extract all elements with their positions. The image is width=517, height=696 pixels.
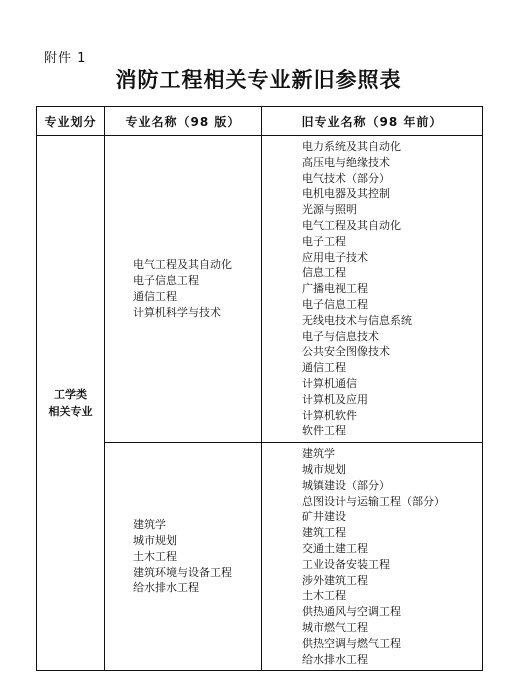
old-major-item: 计算机通信 (302, 376, 357, 390)
new-major-item: 土木工程 (133, 549, 177, 563)
old-major-item: 总图设计与运输工程（部分） (302, 494, 445, 508)
old-major-item: 交通土建工程 (302, 541, 368, 555)
old-major-item: 软件工程 (302, 424, 346, 438)
header-category: 专业划分 (37, 107, 105, 136)
old-major-item: 应用电子技术 (302, 250, 368, 264)
attachment-label: 附件 1 (44, 51, 87, 66)
old-majors-cell (262, 443, 483, 671)
old-major-item: 电子与信息技术 (302, 329, 379, 343)
old-major-item: 电子信息工程 (302, 297, 368, 311)
old-major-item: 计算机及应用 (302, 392, 368, 406)
new-majors-cell (105, 443, 262, 671)
new-major-item: 给水排水工程 (133, 581, 199, 595)
new-major-item: 电气工程及其自动化 (133, 258, 232, 272)
document-title: 消防工程相关专业新旧参照表 (115, 67, 402, 92)
old-major-item: 供热通风与空调工程 (302, 605, 401, 619)
major-reference-table (36, 106, 483, 671)
old-major-item: 高压电与绝缘技术 (302, 155, 390, 169)
old-major-item: 光源与照明 (302, 203, 357, 217)
old-major-item: 矿井建设 (302, 510, 346, 524)
new-major-item: 城市规划 (133, 534, 177, 548)
old-major-item: 建筑学 (302, 447, 335, 461)
old-major-item: 涉外建筑工程 (302, 573, 368, 587)
old-major-item: 城市燃气工程 (302, 620, 368, 634)
new-majors-cell (105, 136, 262, 443)
old-major-item: 电气工程及其自动化 (302, 218, 401, 232)
category-cell (37, 136, 105, 671)
old-major-item: 供热空调与燃气工程 (302, 636, 401, 650)
new-major-item: 建筑环境与设备工程 (133, 565, 232, 579)
old-major-item: 广播电视工程 (302, 282, 368, 296)
old-major-item: 计算机软件 (302, 408, 357, 422)
old-major-item: 建筑工程 (302, 526, 346, 540)
header-old-major: 旧专业名称（98 年前） (262, 107, 483, 136)
old-major-item: 工业设备安装工程 (302, 557, 390, 571)
old-major-item: 信息工程 (302, 266, 346, 280)
old-major-item: 电力系统及其自动化 (302, 140, 401, 153)
old-major-item: 城镇建设（部分） (302, 478, 390, 492)
header-new-major: 专业名称（98 版） (105, 107, 262, 136)
old-majors-cell (262, 136, 483, 443)
new-major-item: 电子信息工程 (133, 274, 199, 288)
old-major-item: 土木工程 (302, 589, 346, 603)
old-major-item: 电子工程 (302, 234, 346, 248)
category-line-1: 工学类 (54, 388, 87, 402)
old-major-item: 通信工程 (302, 361, 346, 375)
table-header-row (37, 107, 483, 136)
old-major-item: 城市规划 (302, 462, 346, 476)
table-row (37, 136, 483, 443)
new-major-item: 计算机科学与技术 (133, 305, 221, 319)
old-major-item: 给水排水工程 (302, 652, 368, 666)
category-line-2: 相关专业 (48, 405, 93, 419)
old-major-item: 无线电技术与信息系统 (302, 313, 412, 327)
old-major-item: 电气技术（部分） (302, 171, 390, 185)
old-major-item: 电机电器及其控制 (302, 187, 390, 201)
old-major-item: 公共安全图像技术 (302, 345, 390, 359)
new-major-item: 建筑学 (133, 518, 166, 532)
new-major-item: 通信工程 (133, 290, 177, 304)
